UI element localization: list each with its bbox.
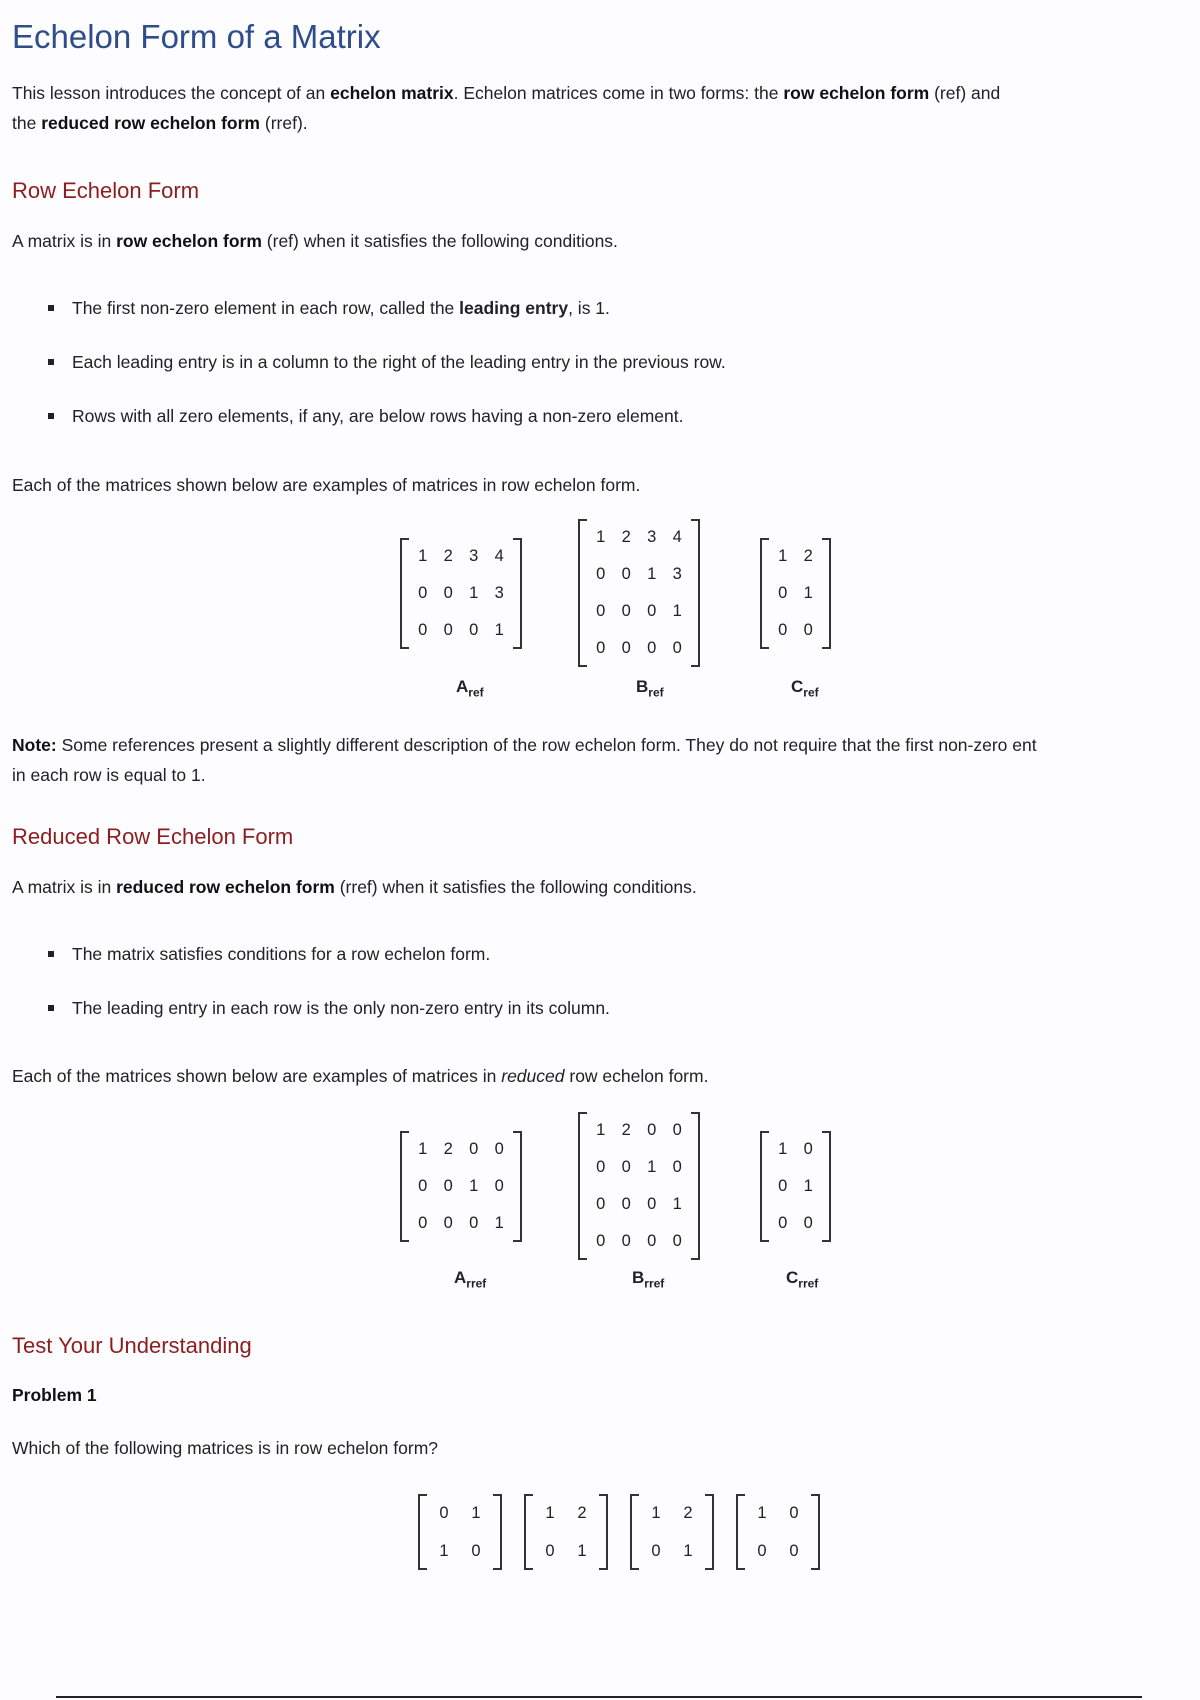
matrix-cell: 0	[596, 639, 606, 657]
ref-condition-3: Rows with all zero elements, if any, are below rows having a non-zero element.	[12, 404, 726, 428]
matrix-cell: 2	[577, 1503, 587, 1522]
matrix-cell: 0	[471, 1541, 481, 1560]
matrix-cell: 0	[757, 1541, 767, 1560]
matrix-cell: 0	[778, 621, 788, 639]
matrix-cell: 0	[672, 1158, 682, 1176]
rref-examples-text: Each of the matrices shown below are examples of matrices in reduced row echelon form.	[12, 1066, 709, 1086]
matrix-cell: 0	[494, 1140, 504, 1158]
matrix-cell: 0	[647, 1232, 657, 1250]
matrix-cell: 4	[672, 528, 682, 546]
matrix-cell: 0	[621, 1195, 631, 1213]
matrix-cell: 1	[545, 1503, 555, 1522]
matrix-cell: 0	[443, 1177, 453, 1195]
matrix-cell: 0	[469, 1140, 479, 1158]
matrix-cell: 0	[418, 1214, 428, 1232]
a-ref-matrix-label: $A_{ref}$	[456, 677, 484, 700]
matrix-cell: 0	[621, 602, 631, 620]
b-ref-matrix-label: $B_{ref}$	[636, 677, 664, 700]
matrix-cell: 0	[596, 602, 606, 620]
answer-choice-matrix-3[interactable]	[630, 1494, 714, 1570]
matrix-cell: 3	[469, 547, 479, 565]
matrix-cell: 0	[778, 1177, 788, 1195]
b-rref-matrix	[578, 1112, 700, 1260]
rref-definition: A matrix is in reduced row echelon form (rref) when it satisfies the following conditions.	[12, 877, 697, 897]
page-title: Echelon Form of a Matrix	[12, 18, 381, 55]
matrix-cell: 0	[469, 621, 479, 639]
c-rref-matrix	[760, 1131, 831, 1242]
matrix-cell: 1	[596, 528, 606, 546]
matrix-cell: 0	[621, 1158, 631, 1176]
matrix-cell: 0	[647, 602, 657, 620]
matrix-cell: 1	[778, 547, 788, 565]
matrix-cell: 2	[803, 547, 813, 565]
matrix-cell: 1	[778, 1140, 788, 1158]
matrix-cell: 1	[672, 1195, 682, 1213]
matrix-cell: 0	[789, 1541, 799, 1560]
matrix-cell: 0	[621, 1232, 631, 1250]
matrix-cell: 0	[418, 584, 428, 602]
matrix-cell: 1	[803, 584, 813, 602]
matrix-cell: 0	[596, 1158, 606, 1176]
matrix-cell: 0	[647, 1121, 657, 1139]
matrix-cell: 0	[778, 584, 788, 602]
ref-heading: Row Echelon Form	[12, 178, 200, 203]
a-rref-matrix-label: $A_{rref}$	[454, 1268, 487, 1291]
matrix-cell: 1	[469, 584, 479, 602]
matrix-cell: 0	[545, 1541, 555, 1560]
c-ref-matrix-label: $C_{ref}$	[791, 677, 819, 700]
matrix-cell: 0	[439, 1503, 449, 1522]
ref-definition: A matrix is in row echelon form (ref) when it satisfies the following conditions.	[12, 231, 618, 251]
matrix-cell: 0	[418, 1177, 428, 1195]
problem-label: Problem 1	[12, 1385, 97, 1405]
matrix-cell: 0	[596, 1195, 606, 1213]
matrix-cell: 3	[672, 565, 682, 583]
ref-condition-1: The first non-zero element in each row, called the leading entry, is 1.	[12, 296, 726, 320]
a-ref-matrix	[400, 538, 522, 649]
matrix-cell: 0	[803, 1140, 813, 1158]
matrix-cell: 1	[494, 1214, 504, 1232]
test-heading: Test Your Understanding	[12, 1333, 252, 1358]
matrix-cell: 2	[621, 528, 631, 546]
matrix-cell: 0	[672, 1232, 682, 1250]
rref-conditions-list	[12, 942, 610, 1020]
matrix-cell: 1	[683, 1541, 693, 1560]
matrix-cell: 1	[647, 565, 657, 583]
note-paragraph: Note: Some references present a slightly different description of the row echelon form. They do not require that the first non-zero ent in each row is equal to 1.	[12, 735, 1037, 785]
matrix-cell: 0	[443, 621, 453, 639]
matrix-cell: 1	[418, 547, 428, 565]
matrix-cell: 0	[469, 1214, 479, 1232]
c-rref-matrix-label: $C_{rref}$	[786, 1268, 819, 1291]
matrix-cell: 3	[647, 528, 657, 546]
matrix-cell: 2	[443, 1140, 453, 1158]
c-ref-matrix	[760, 538, 831, 649]
matrix-cell: 1	[596, 1121, 606, 1139]
matrix-cell: 0	[778, 1214, 788, 1232]
matrix-cell: 0	[621, 639, 631, 657]
matrix-cell: 0	[651, 1541, 661, 1560]
ref-conditions-list	[12, 296, 726, 428]
b-ref-matrix	[578, 519, 700, 667]
matrix-cell: 0	[672, 639, 682, 657]
matrix-cell: 1	[577, 1541, 587, 1560]
matrix-cell: 2	[683, 1503, 693, 1522]
problem-question: Which of the following matrices is in row echelon form?	[12, 1438, 439, 1458]
matrix-cell: 0	[443, 1214, 453, 1232]
matrix-cell: 1	[418, 1140, 428, 1158]
matrix-cell: 0	[672, 1121, 682, 1139]
matrix-cell: 0	[596, 1232, 606, 1250]
matrix-cell: 0	[443, 584, 453, 602]
matrix-cell: 1	[471, 1503, 481, 1522]
answer-choice-matrix-2[interactable]	[524, 1494, 608, 1570]
answer-choice-matrix-4[interactable]	[736, 1494, 820, 1570]
matrix-cell: 0	[647, 1195, 657, 1213]
matrix-cell: 1	[757, 1503, 767, 1522]
rref-condition-2: The leading entry in each row is the only non-zero entry in its column.	[12, 996, 610, 1020]
matrix-cell: 0	[803, 1214, 813, 1232]
matrix-cell: 1	[469, 1177, 479, 1195]
matrix-cell: 0	[494, 1177, 504, 1195]
matrix-cell: 4	[494, 547, 504, 565]
matrix-cell: 1	[803, 1177, 813, 1195]
ref-examples-text: Each of the matrices shown below are examples of matrices in row echelon form.	[12, 475, 641, 495]
matrix-cell: 1	[647, 1158, 657, 1176]
matrix-cell: 1	[494, 621, 504, 639]
matrix-cell: 0	[803, 621, 813, 639]
rref-heading: Reduced Row Echelon Form	[12, 824, 294, 849]
answer-choice-matrix-1[interactable]	[418, 1494, 502, 1570]
matrix-cell: 3	[494, 584, 504, 602]
matrix-cell: 2	[443, 547, 453, 565]
matrix-cell: 0	[621, 565, 631, 583]
ref-condition-2: Each leading entry is in a column to the right of the leading entry in the previous row.	[12, 350, 726, 374]
rref-condition-1: The matrix satisfies conditions for a row echelon form.	[12, 942, 610, 966]
matrix-cell: 1	[672, 602, 682, 620]
matrix-cell: 0	[647, 639, 657, 657]
b-rref-matrix-label: $B_{rref}$	[632, 1268, 665, 1291]
matrix-cell: 2	[621, 1121, 631, 1139]
a-rref-matrix	[400, 1131, 522, 1242]
matrix-cell: 0	[596, 565, 606, 583]
matrix-cell: 0	[789, 1503, 799, 1522]
matrix-cell: 0	[418, 621, 428, 639]
footer-divider	[56, 1696, 1142, 1698]
matrix-cell: 1	[439, 1541, 449, 1560]
matrix-cell: 1	[651, 1503, 661, 1522]
intro-paragraph: This lesson introduces the concept of an echelon matrix. Echelon matrices come in two forms: the row echelon form (ref) and the reduced row echelon form (rref).	[12, 83, 1001, 133]
